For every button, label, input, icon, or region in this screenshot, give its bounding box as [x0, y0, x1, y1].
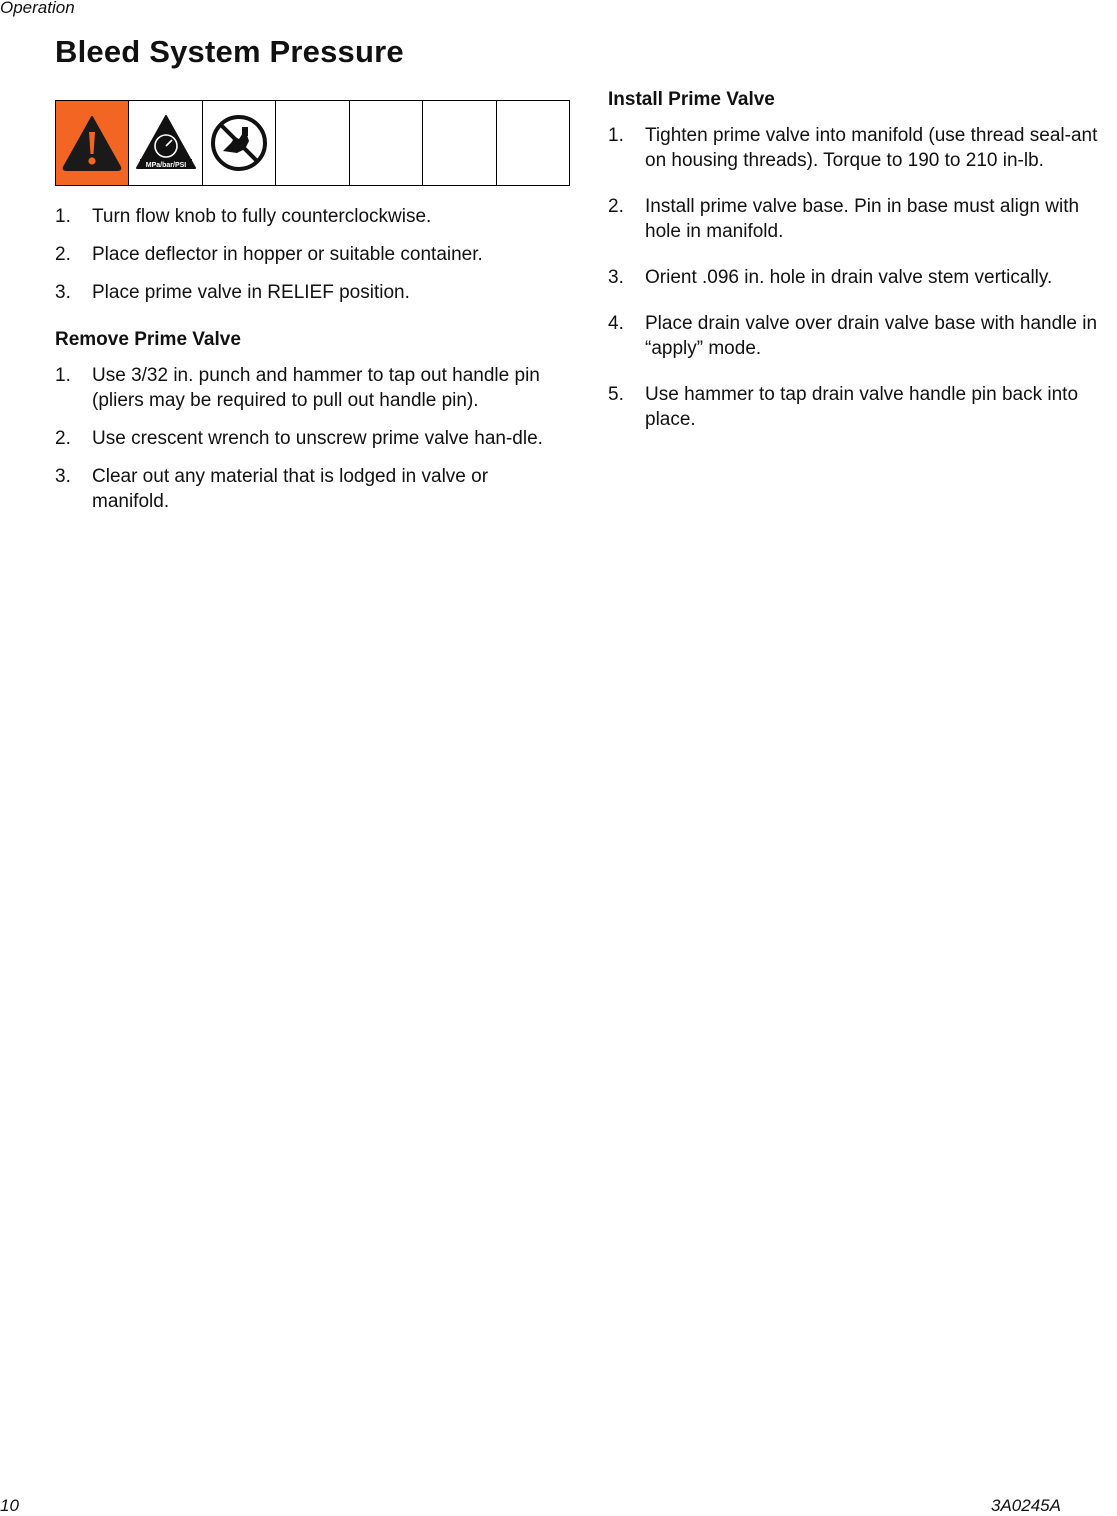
- right-column: [608, 89, 1117, 432]
- list-item: 3. Place prime valve in RELIEF position.: [55, 282, 410, 303]
- pressure-gauge-icon: [135, 114, 197, 172]
- symbol-table: [55, 100, 570, 186]
- pressure-cell: [129, 101, 202, 186]
- list-item: 3. Orient .096 in. hole in drain valve stem vertically.: [608, 267, 1053, 288]
- empty-symbol-cell: [423, 101, 496, 186]
- list-item: 1. Use 3/32 in. punch and hammer to tap out handle pin (pliers may be required to pull out handle pin).: [55, 365, 540, 411]
- install-prime-valve-heading: Install Prime Valve: [608, 89, 775, 110]
- list-item: 2. Install prime valve base. Pin in base must align with hole in manifold.: [608, 196, 1080, 242]
- page-number: 10: [0, 1496, 19, 1515]
- no-hand-near-gun-icon: [209, 113, 269, 173]
- install-steps: [608, 123, 1117, 432]
- list-item: 1. Tighten prime valve into manifold (use thread seal-ant on housing threads). Torque to 190 to 210 in-lb.: [608, 125, 1098, 171]
- bleed-steps: [55, 204, 570, 305]
- empty-symbol-cell: [276, 101, 349, 186]
- list-item: 3. Clear out any material that is lodged in valve or manifold.: [55, 466, 489, 512]
- list-item: 1. Turn flow knob to fully counterclockwise.: [55, 206, 432, 227]
- list-item: 2. Place deflector in hopper or suitable container.: [55, 244, 483, 265]
- left-column: [55, 100, 570, 514]
- warning-triangle-icon: [61, 114, 123, 172]
- list-item: 2. Use crescent wrench to unscrew prime valve han-dle.: [55, 428, 543, 449]
- remove-steps: [55, 363, 570, 514]
- pressure-unit-label: MPa/bar/PSI: [145, 162, 186, 169]
- empty-symbol-cell: [496, 101, 569, 186]
- document-number: 3A0245A: [991, 1496, 1061, 1515]
- remove-prime-valve-heading: Remove Prime Valve: [55, 329, 241, 350]
- list-item: 4. Place drain valve over drain valve base with handle in “apply” mode.: [608, 313, 1098, 359]
- page-title: Bleed System Pressure: [55, 34, 404, 69]
- warning-cell: [56, 101, 129, 186]
- section-header: Operation: [0, 0, 75, 17]
- empty-symbol-cell: [349, 101, 422, 186]
- no-hands-cell: [202, 101, 275, 186]
- list-item: 5. Use hammer to tap drain valve handle pin back into place.: [608, 384, 1079, 430]
